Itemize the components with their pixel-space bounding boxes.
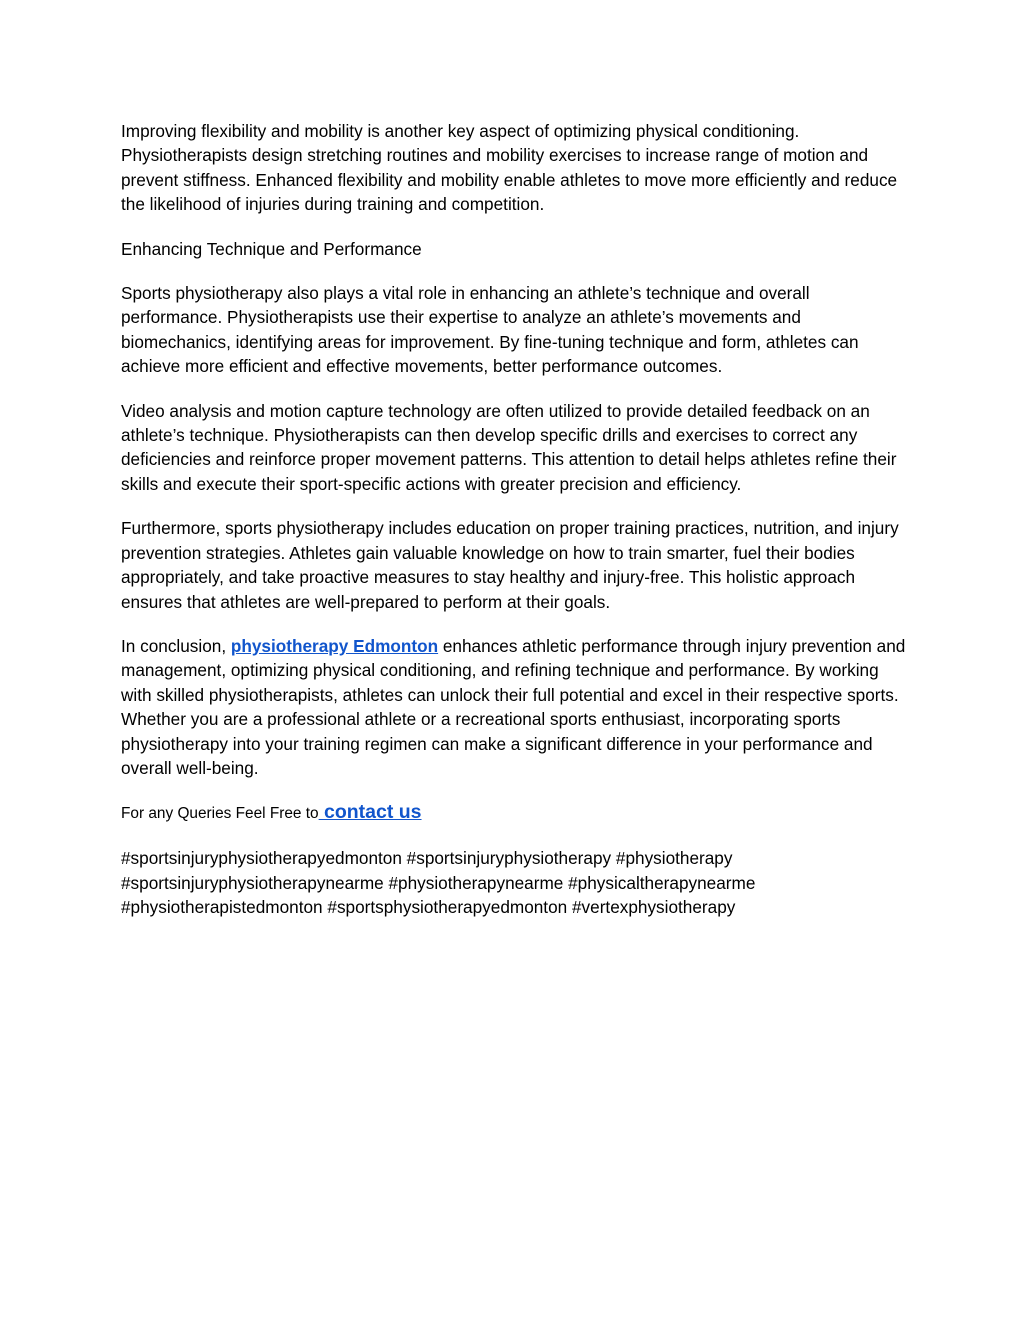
physiotherapy-edmonton-link[interactable]: physiotherapy Edmonton (230, 635, 439, 656)
paragraph-conclusion (121, 634, 911, 780)
conclusion-prefix: In conclusion, (121, 635, 231, 656)
conclusion-suffix: enhances athletic performance through injury prevention and management, optimizing physical conditioning, and refining technique and performance. By working with skilled physiotherapists, athletes can unlock their full potential and excel in their respective sports. Whether you are a professional athlete or a recreational sports enthusiast, incorporating sports physiotherapy into your training regimen can make a significant difference in your performance and overall well-being. (121, 635, 906, 778)
contact-us-link[interactable]: contact us (318, 801, 422, 824)
section-heading: Enhancing Technique and Performance (121, 238, 422, 259)
contact-line (121, 800, 911, 826)
document-page (121, 119, 911, 920)
contact-prefix: For any Queries Feel Free to (121, 805, 319, 823)
paragraph-technique: Sports physiotherapy also plays a vital role in enhancing an athlete’s technique and overall performance. Physiotherapists use their expertise to analyze an athlete’s movements and biomechanics, identifying areas for improvement. By fine-tuning technique and form, athletes can achieve more efficient and effective movements, better performance outcomes. (121, 283, 859, 377)
hashtag-line: #sportsinjuryphysiotherapynearme #physiotherapynearme #physicaltherapynearme (121, 872, 756, 893)
paragraph-flexibility: Improving flexibility and mobility is another key aspect of optimizing physical conditioning. Physiotherapists design stretching routines and mobility exercises to increase range of motion and prevent stiffness. Enhanced flexibility and mobility enable athletes to move more efficiently and reduce the likelihood of injuries during training and competition. (121, 121, 898, 215)
paragraph-video-analysis: Video analysis and motion capture technology are often utilized to provide detailed feedback on an athlete’s technique. Physiotherapists can then develop specific drills and exercises to correct any deficiencies and reinforce proper movement patterns. This attention to detail helps athletes refine their skills and execute their sport-specific actions with greater precision and efficiency. (121, 400, 897, 494)
hashtag-line: #physiotherapistedmonton #sportsphysiotherapyedmonton #vertexphysiotherapy (121, 897, 736, 918)
hashtags (121, 846, 911, 919)
paragraph-education: Furthermore, sports physiotherapy includes education on proper training practices, nutrition, and injury prevention strategies. Athletes gain valuable knowledge on how to train smarter, fuel their bodies appropriately, and take proactive measures to stay healthy and injury-free. This holistic approach ensures that athletes are well-prepared to perform at their goals. (121, 518, 899, 612)
hashtag-line: #sportsinjuryphysiotherapyedmonton #sportsinjuryphysiotherapy #physiotherapy (121, 848, 733, 869)
